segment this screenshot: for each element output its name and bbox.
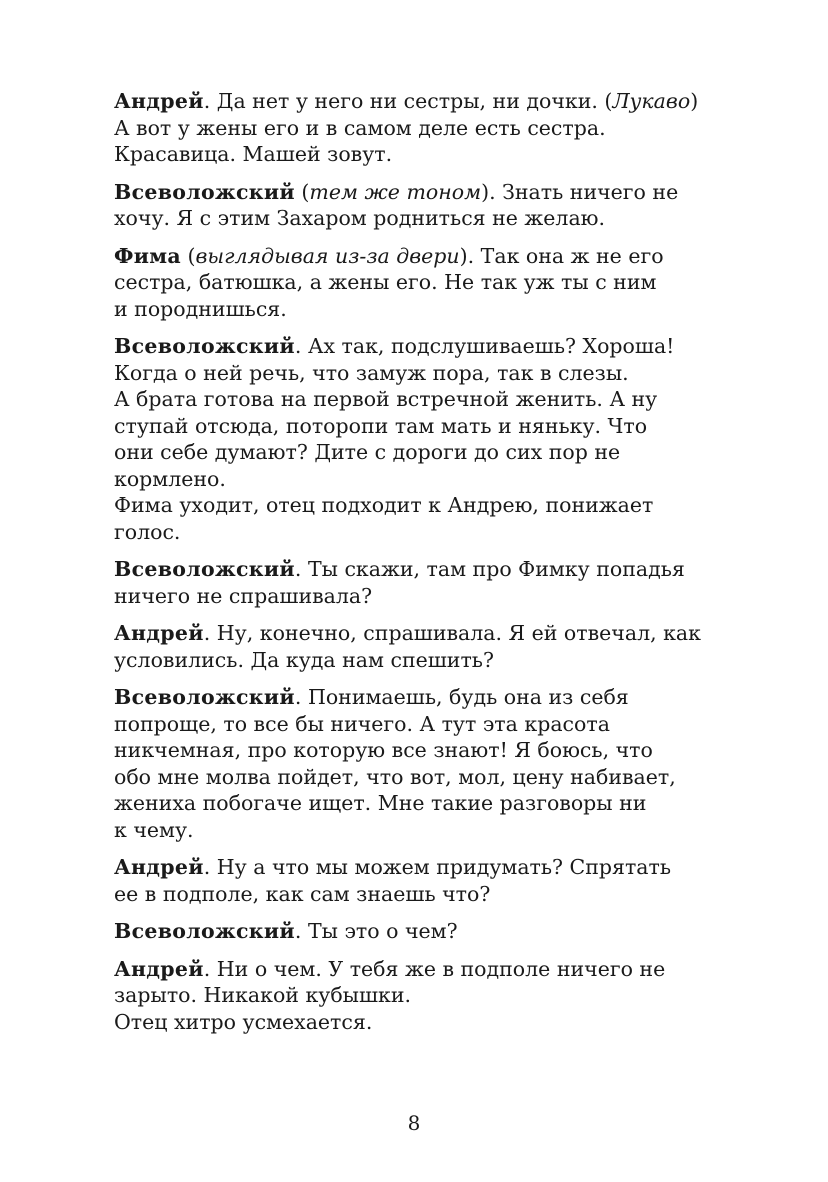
dialogue-line: сестра, батюшка, а жены его. Не так уж ты с ним [114, 270, 657, 294]
dialogue-text: . Ну а что мы можем придумать? Спрятать [203, 855, 672, 879]
speaker-name: Всеволожский [114, 685, 295, 709]
dialogue-line: и породнишься. [114, 296, 287, 321]
dialogue-line [114, 956, 714, 983]
dialogue-text: ). Так она ж не его [459, 243, 664, 268]
dialogue-line: условились. Да куда нам спешить? [114, 647, 494, 672]
speaker-name: Всеволожский [114, 557, 295, 581]
dialogue-text: . Ну, конечно, спрашивала. Я ей отвечал, как [203, 621, 701, 645]
dialogue-text: ( [180, 243, 196, 268]
dialogue-text: . Ни о чем. У тебя же в подполе ничего не [203, 956, 666, 981]
dialogue-paragraph [114, 556, 714, 609]
dialogue-line: хочу. Я с этим Захаром родниться не желаю. [114, 206, 606, 230]
dialogue-line: жениха побогаче ищет. Мне такие разговоры ни [114, 791, 647, 815]
stage-direction: выглядывая из-за двери [195, 243, 460, 268]
dialogue-line: ничего не спрашивала? [114, 583, 373, 608]
dialogue-paragraph [114, 243, 714, 323]
dialogue-line [114, 333, 714, 360]
speaker-name: Андрей [114, 956, 204, 981]
dialogue-paragraph [114, 918, 714, 945]
dialogue-text: . Ты скажи, там про Фимку попадья [294, 557, 685, 581]
dialogue-line: ее в подполе, как сам знаешь что? [114, 881, 491, 906]
speaker-name: Фима [114, 243, 181, 268]
dialogue-line: А брата готова на первой встречной женить. А ну [114, 387, 658, 411]
dialogue-paragraph [114, 956, 714, 1009]
page-body [114, 88, 714, 1035]
dialogue-line [114, 620, 714, 647]
dialogue-text: . Ах так, подслушиваешь? Хороша! [294, 334, 675, 358]
speaker-name: Андрей [114, 89, 204, 113]
dialogue-line: Красавица. Машей зовут. [114, 142, 393, 166]
dialogue-line: попроще, то все бы ничего. А тут эта красота [114, 711, 610, 736]
dialogue-line [114, 179, 714, 206]
dialogue-text: ( [294, 179, 310, 204]
dialogue-line: никчемная, про которую все знают! Я боюсь, что [114, 738, 653, 762]
dialogue-text: . Да нет у него ни сестры, ни дочки. ( [203, 89, 613, 113]
stage-direction: тем же тоном [309, 179, 482, 204]
dialogue-line: А вот у жены его и в самом деле есть сестра. [114, 115, 606, 140]
page-number: 8 [407, 1111, 421, 1135]
dialogue-line: ступай отсюда, поторопи там мать и няньку. Что [114, 413, 648, 438]
dialogue-paragraph [114, 854, 714, 907]
stage-remark: Фима уходит, отец подходит к Андрею, понижает голос. [114, 493, 654, 544]
dialogue-text: ). Знать ничего не [481, 179, 679, 204]
speaker-name: Всеволожский [114, 334, 295, 358]
dialogue-text: . Ты это о чем? [294, 919, 458, 943]
dialogue-line [114, 854, 714, 881]
dialogue-paragraph [114, 333, 714, 492]
speaker-name: Андрей [114, 855, 204, 879]
dialogue-line: кормлено. [114, 466, 226, 491]
speaker-name: Андрей [114, 621, 204, 645]
stage-direction: Лукаво [612, 89, 691, 113]
speaker-name: Всеволожский [114, 179, 295, 204]
dialogue-line: Когда о ней речь, что замуж пора, так в слезы. [114, 360, 629, 385]
dialogue-line: они себе думают? Дите с дороги до сих пор не [114, 440, 621, 464]
dialogue-line: зарыто. Никакой кубышки. [114, 983, 412, 1007]
dialogue-line [114, 684, 714, 711]
dialogue-line: к чему. [114, 817, 194, 842]
dialogue-line [114, 918, 714, 945]
dialogue-line [114, 88, 714, 115]
stage-remark: Отец хитро усмехается. [114, 1009, 373, 1034]
dialogue-line [114, 243, 714, 270]
dialogue-text: ) [690, 89, 699, 113]
dialogue-paragraph [114, 88, 714, 168]
dialogue-text: . Понимаешь, будь она из себя [294, 685, 629, 709]
dialogue-paragraph [114, 684, 714, 843]
speaker-name: Всеволожский [114, 919, 295, 943]
dialogue-paragraph [114, 179, 714, 232]
dialogue-line: обо мне молва пойдет, что вот, мол, цену набивает, [114, 764, 676, 789]
dialogue-line [114, 556, 714, 583]
dialogue-paragraph [114, 620, 714, 673]
